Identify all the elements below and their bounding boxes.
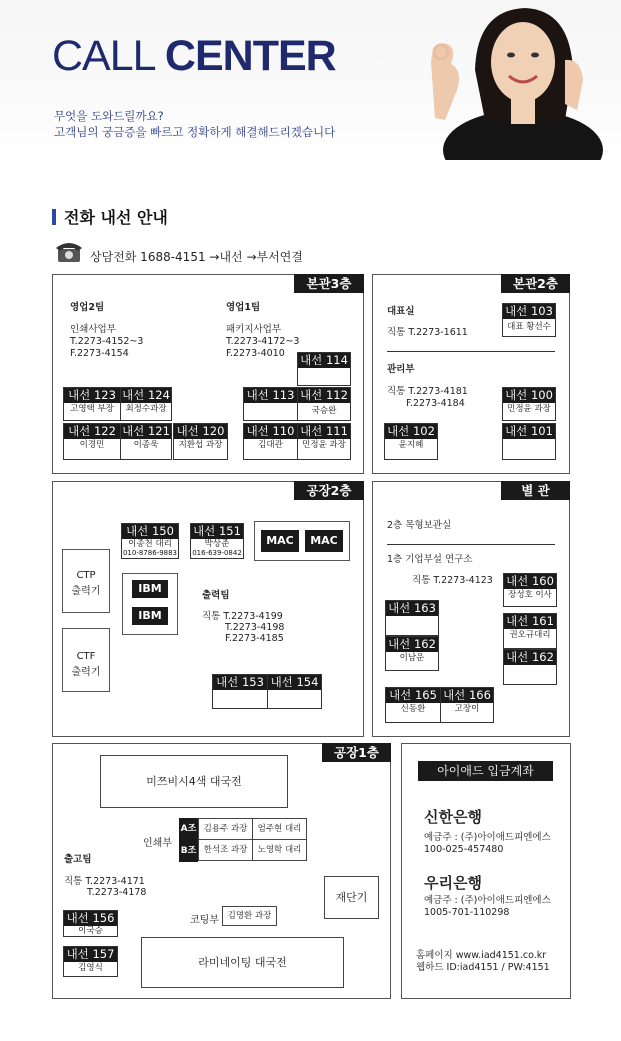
ext-120: 내선 120 지환섭 과장 bbox=[173, 423, 228, 460]
team2-dept: 인쇄사업부 bbox=[70, 324, 116, 335]
ext-123: 내선 123 고영택 부장 bbox=[63, 387, 121, 421]
subtitle-line-1: 무엇을 도와드릴까요? bbox=[54, 109, 164, 123]
laminating-machine: 라미네이팅 대국전 bbox=[141, 937, 344, 988]
shipping-phone-2: T.2273-4178 bbox=[87, 887, 147, 898]
coating-dept-label: 코팅부 bbox=[190, 915, 219, 926]
shipping-phone: 직통 T.2273-4171 bbox=[64, 876, 145, 887]
ctf-label: CTF bbox=[63, 651, 109, 662]
ext-102: 내선 102 윤지혜 bbox=[384, 423, 438, 460]
page-title: CALL CENTER bbox=[52, 32, 336, 80]
homepage-link[interactable]: 홈페이지 www.iad4151.co.kr bbox=[416, 950, 547, 961]
ext-121: 내선 121 이종욱 bbox=[120, 423, 172, 460]
telephone-icon bbox=[54, 240, 84, 264]
ext-165: 내선 165 신동환 bbox=[385, 687, 441, 723]
ext-124: 내선 124 최정수과장 bbox=[120, 387, 172, 421]
output-team-fax: F.2273-4185 bbox=[225, 633, 284, 644]
team1-label: 영업1팀 bbox=[226, 302, 261, 313]
shinhan-account-number: 100-025-457480 bbox=[424, 844, 504, 855]
floor-tag-main-3f: 본관3층 bbox=[294, 274, 364, 293]
mac-computer-2: MAC bbox=[305, 530, 343, 552]
ext-166: 내선 166 고장이 bbox=[440, 687, 494, 723]
rep-office-phone: 직통 T.2273-1611 bbox=[387, 327, 468, 338]
ext-153: 내선 153 bbox=[212, 674, 268, 709]
ctp-label: CTP bbox=[63, 570, 109, 581]
ext-122: 내선 122 이경민 bbox=[63, 423, 121, 460]
ext-157: 내선 157 김영식 bbox=[63, 946, 118, 977]
annex-floor-1: 1층 기업부설 연구소 bbox=[387, 554, 473, 565]
ext-160: 내선 160 장성호 이사 bbox=[503, 573, 557, 607]
ctf-label-2: 출력기 bbox=[63, 663, 109, 678]
mgmt-label: 관리부 bbox=[387, 364, 415, 375]
floor-tag-factory-1f: 공장1층 bbox=[322, 743, 391, 762]
ext-161: 내선 161 권오규대리 bbox=[503, 613, 557, 649]
team1-fax: F.2273-4010 bbox=[226, 348, 285, 359]
print-dept-label: 인쇄부 bbox=[143, 838, 172, 849]
floor-tag-factory-2f: 공장2층 bbox=[294, 481, 364, 500]
annex-direct-phone: 직통 T.2273-4123 bbox=[412, 575, 493, 586]
rep-office-label: 대표실 bbox=[387, 306, 415, 317]
ext-110: 내선 110 김대관 bbox=[243, 423, 298, 460]
cutting-machine: 재단기 bbox=[324, 876, 379, 919]
ext-112: 내선 112 국승완 bbox=[297, 387, 351, 421]
mgmt-fax: F.2273-4184 bbox=[406, 398, 465, 409]
ext-103: 내선 103 대표 황선수 bbox=[502, 303, 556, 337]
divider bbox=[387, 351, 555, 352]
shinhan-bank-name: 신한은행 bbox=[424, 808, 482, 826]
ext-162-annex: 내선 162 이남운 bbox=[385, 636, 439, 671]
ext-154: 내선 154 bbox=[267, 674, 322, 709]
ext-113: 내선 113 bbox=[243, 387, 298, 421]
ctp-output-machine bbox=[62, 549, 110, 613]
section-title: 전화 내선 안내 bbox=[52, 205, 168, 228]
floor-tag-main-2f: 본관2층 bbox=[501, 274, 570, 293]
woori-account-number: 1005-701-110298 bbox=[424, 907, 510, 918]
mitsubishi-press: 미쯔비시4색 대국전 bbox=[100, 755, 288, 808]
ext-162: 내선 162 bbox=[503, 649, 557, 685]
ext-150: 내선 150 이종천 대리 010-8786-9883 bbox=[122, 524, 178, 557]
team-b-label: B조 bbox=[179, 840, 198, 862]
person-photo bbox=[405, 0, 621, 160]
staff-b2: 노영학 대리 bbox=[252, 839, 307, 861]
ibm-computer-2: IBM bbox=[132, 607, 168, 625]
floor-tag-annex: 별 관 bbox=[501, 481, 570, 500]
ext-100: 내선 100 민정윤 과장 bbox=[502, 387, 556, 421]
bank-panel-title: 아이애드 입금계좌 bbox=[418, 761, 553, 781]
woori-account-holder: 예금주 : (주)아이애드피엔에스 bbox=[424, 895, 551, 906]
subtitle-line-2: 고객님의 궁금증을 빠르고 정확하게 해결해드리겠습니다 bbox=[54, 125, 336, 139]
team2-label: 영업2팀 bbox=[70, 302, 105, 313]
output-team-phone-2: T.2273-4198 bbox=[225, 622, 285, 633]
mac-computer-1: MAC bbox=[261, 530, 299, 552]
coating-staff: 김명환 과장 bbox=[222, 906, 277, 926]
phone-routing-info: 상담전화 1688-4151 →내선 →부서연결 bbox=[90, 250, 303, 264]
staff-a2: 엄주현 대리 bbox=[252, 818, 307, 840]
webhard-info: 웹하드 ID:iad4151 / PW:4151 bbox=[416, 962, 550, 973]
ext-101: 내선 101 bbox=[502, 423, 556, 460]
ext-151: 내선 151 박상준 016-639-0842 bbox=[190, 523, 244, 559]
output-team-label: 출력팀 bbox=[202, 590, 230, 601]
ext-111: 내선 111 민정윤 과장 bbox=[297, 423, 351, 460]
annex-floor-2: 2층 목형보관실 bbox=[387, 520, 452, 531]
woori-bank-name: 우리은행 bbox=[424, 874, 482, 892]
mgmt-phone: 직통 T.2273-4181 bbox=[387, 386, 468, 397]
ext-114: 내선 114 bbox=[297, 352, 351, 386]
staff-b1: 한석조 과장 bbox=[198, 839, 253, 861]
team1-dept: 패키지사업부 bbox=[226, 324, 282, 335]
team1-phone: T.2273-4172~3 bbox=[226, 336, 300, 347]
team2-phone: T.2273-4152~3 bbox=[70, 336, 144, 347]
team2-fax: F.2273-4154 bbox=[70, 348, 129, 359]
shipping-team-label: 출고팀 bbox=[64, 854, 92, 865]
shinhan-account-holder: 예금주 : (주)아이애드피엔에스 bbox=[424, 832, 551, 843]
ctp-label-2: 출력기 bbox=[63, 582, 109, 597]
ext-163: 내선 163 bbox=[385, 600, 439, 636]
divider bbox=[387, 544, 555, 545]
ibm-computer-1: IBM bbox=[132, 580, 168, 598]
team-a-label: A조 bbox=[179, 818, 198, 840]
output-team-phone: 직통 T.2273-4199 bbox=[202, 611, 283, 622]
ext-156: 내선 156 이국승 bbox=[63, 910, 118, 937]
staff-a1: 김용주 과장 bbox=[198, 818, 253, 840]
